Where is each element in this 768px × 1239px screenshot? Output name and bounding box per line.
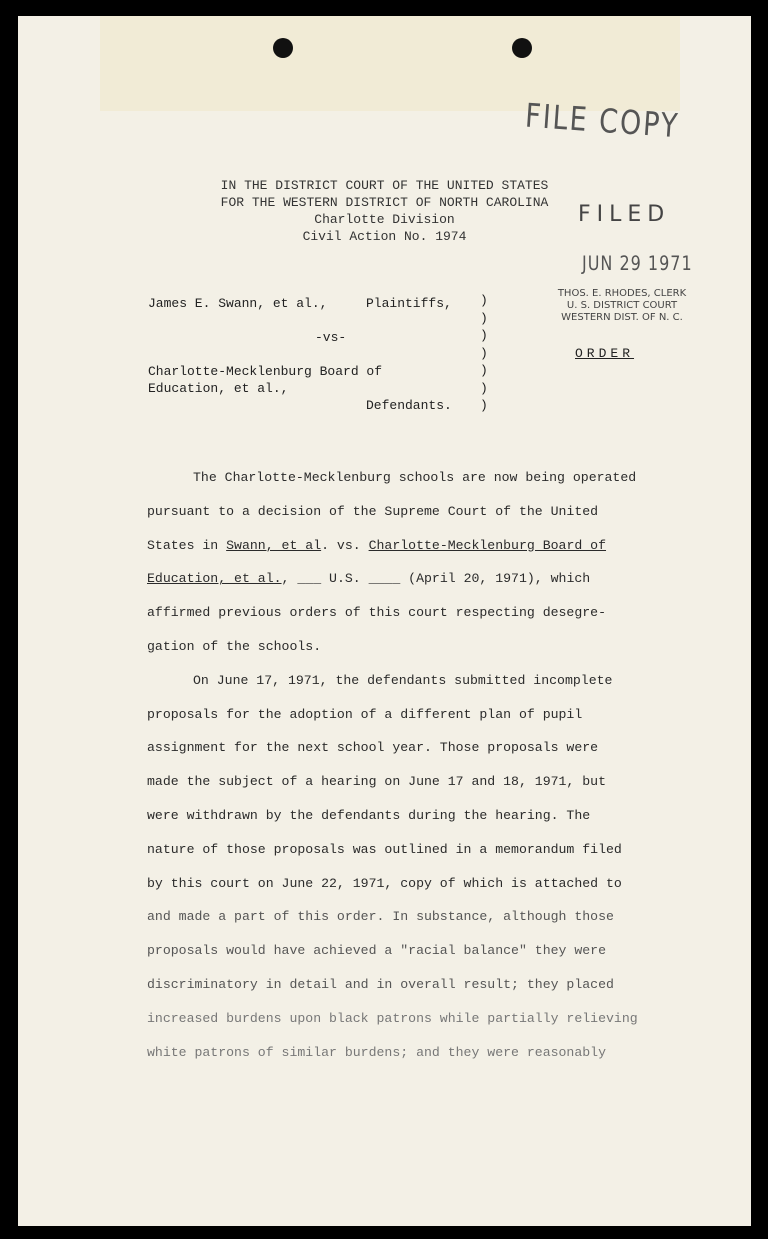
case-name-swann: Swann, et al: [226, 537, 322, 553]
body-line: [147, 562, 707, 596]
plaintiff-role: Plaintiffs,: [366, 296, 452, 311]
caption-line-4: Civil Action No. 1974: [302, 229, 467, 244]
body-text-span: States in: [147, 537, 227, 553]
file-copy-stamp: FILE COPY: [523, 96, 681, 147]
caption-parentheses: ) ) ) ) ) ) ): [480, 293, 488, 413]
body-line: gation of the schools.: [147, 638, 322, 654]
clerk-stamp-line: THOS. E. RHODES, CLERK: [557, 288, 687, 299]
caption-line-2: FOR THE WESTERN DISTRICT OF NORTH CAROLINA: [220, 195, 549, 210]
body-line: increased burdens upon black patrons while partially relieving: [147, 1010, 638, 1026]
defendant-name-line2: Education, et al.,: [148, 381, 289, 396]
filed-date-stamp: JUN 29 1971: [582, 252, 693, 275]
body-line: assignment for the next school year. Those proposals were: [147, 740, 599, 756]
punch-hole-left: [273, 38, 293, 58]
body-line: proposals for the adoption of a different plan of pupil: [147, 706, 583, 722]
document-page: [18, 16, 751, 1226]
body-line: made the subject of a hearing on June 17 and 18, 1971, but: [147, 774, 606, 790]
defendant-role: Defendants.: [366, 398, 452, 413]
filed-stamp: FILED: [578, 202, 671, 227]
body-line: affirmed previous orders of this court respecting desegre-: [147, 605, 606, 621]
body-text-span: . vs.: [321, 537, 369, 553]
body-line: were withdrawn by the defendants during the hearing. The: [147, 807, 591, 823]
case-name-education: Education, et al.: [147, 571, 282, 587]
tape-strip: [100, 16, 680, 111]
versus-label: -vs-: [315, 330, 347, 345]
caption-line-1: IN THE DISTRICT COURT OF THE UNITED STATES: [220, 178, 549, 193]
body-line: nature of those proposals was outlined in a memorandum filed: [147, 841, 622, 857]
body-line: discriminatory in detail and in overall result; they placed: [147, 976, 614, 992]
body-text-span: , ___ U.S. ____ (April 20, 1971), which: [281, 571, 591, 587]
body-line: pursuant to a decision of the Supreme Court of the United: [147, 503, 599, 519]
body-line: proposals would have achieved a "racial balance" they were: [147, 943, 606, 959]
order-body: [147, 461, 707, 1069]
clerk-stamp: [538, 288, 706, 324]
order-title: ORDER: [575, 346, 635, 361]
body-line: The Charlotte-Mecklenburg schools are now being operated: [193, 470, 637, 485]
defendant-name-line1: Charlotte-Mecklenburg Board of: [148, 364, 383, 379]
body-line: by this court on June 22, 1971, copy of which is attached to: [147, 875, 622, 891]
punch-hole-right: [512, 38, 532, 58]
body-line: On June 17, 1971, the defendants submitted incomplete: [193, 672, 613, 688]
clerk-stamp-line: U. S. DISTRICT COURT: [566, 300, 678, 311]
caption-line-3: Charlotte Division: [314, 212, 455, 227]
body-line: [147, 529, 707, 563]
case-name-cmbe: Charlotte-Mecklenburg Board of: [368, 537, 607, 553]
clerk-stamp-line: WESTERN DIST. OF N. C.: [561, 312, 683, 323]
body-line: and made a part of this order. In substance, although those: [147, 909, 614, 925]
body-line: white patrons of similar burdens; and they were reasonably: [147, 1044, 606, 1060]
plaintiff-name: James E. Swann, et al.,: [148, 296, 328, 311]
